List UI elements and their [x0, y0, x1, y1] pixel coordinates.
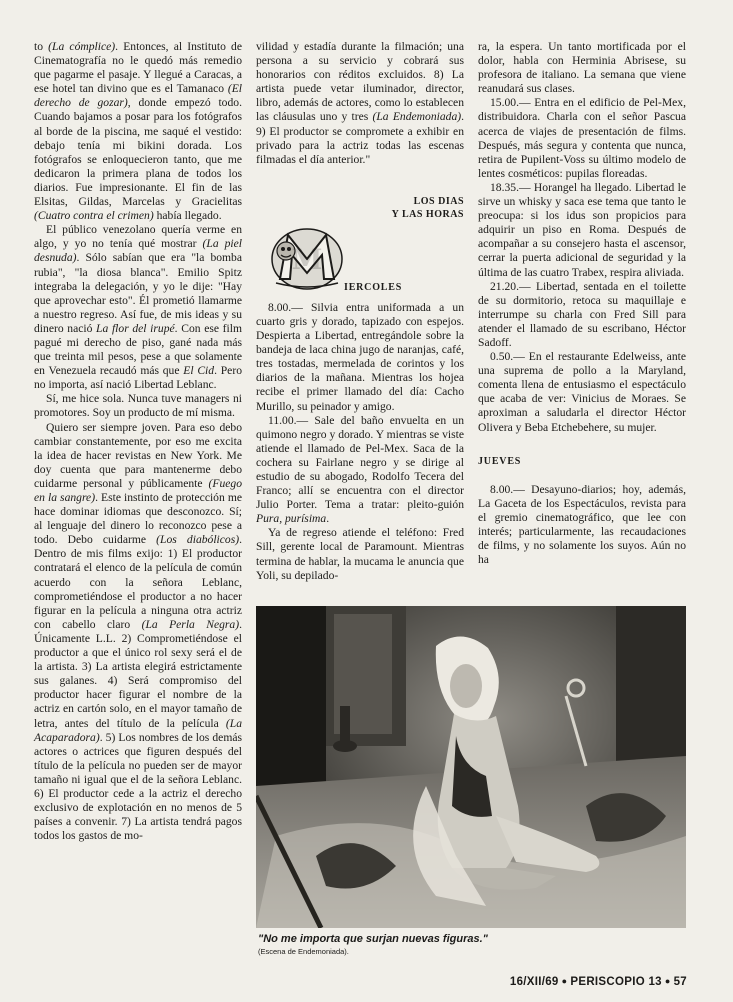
paragraph: Ya de regreso atiende el teléfono: Fred Sill, gerente local de Paramount. Mientras termina de hablar, la mucama le anuncia que Yoli, su depilado- [256, 526, 464, 582]
paragraph: 18.35.— Horangel ha llegado. Libertad le sirve un whisky y saca ese tema que tanto le preocupa: si los idus son propicios para adquirir un piso en Roma. Después de acompañar a su consejero hasta el ascensor, cerrar la puerta adicional de seguridad y la última de las cuatro Trabex, respira aliviada. [478, 180, 686, 279]
column-1 [34, 40, 242, 843]
film-scene-photo [256, 606, 686, 928]
photo-illustration [256, 606, 686, 928]
day-label-wednesday: IERCOLES [344, 281, 403, 293]
caption-quote: "No me importa que surjan nuevas figuras." [258, 933, 488, 945]
day-label-thursday: JUEVES [478, 455, 522, 467]
paragraph: Sí, me hice sola. Nunca tuve managers ni promotores. Soy un producto de mí misma. [34, 392, 242, 420]
section-header-line: LOS DIAS [413, 195, 464, 207]
photo-caption [258, 933, 688, 956]
column-3 [478, 40, 686, 567]
magazine-name: PERISCOPIO 13 [570, 976, 662, 988]
paragraph: ra, la espera. Un tanto mortificada por el dolor, habla con Herminia Abrisese, su profesora de italiano. La semana que viene reanudará sus clases. [478, 40, 686, 96]
paragraph: El público venezolano quería verme en algo, y yo no tenía qué mostrar (La piel desnuda). Sólo sabían que era "la bomba rubia", "la diosa blanca". Emilio Spitz integraba la delegación, y yo le dije: "Hay que aprovechar esto". Él prometió llamarme a nuestro regreso. Así fue, de mis ideas y su dinero nació La flor del irupé. Con ese film pagué mi derecho de piso, gané nada más que treinta mil pesos, pese a que solamente en Venezuela recaudó más que El Cid. Pero no importa, así nació Libertad Leblanc. [34, 223, 243, 392]
day-logo-row [256, 225, 464, 301]
paragraph: vilidad y estadía durante la filmación; una persona a su servicio y cobrará sus honorarios con réditos excluidos. 8) La artista puede vetar iluminador, director, libro, además de actores, como lo establecen las cláusulas uno y tres (La Endemoniada). 9) El productor se compromete a exhibir en privado para la actriz todas las escenas filmadas el día anterior." [256, 40, 465, 166]
column-2 [256, 40, 464, 583]
paragraph: 21.20.— Libertad, sentada en el toilette de su dormitorio, retoca su maquillaje e interrumpe su charla con Fred Sill para atender el llamado de su escribano, Héctor Sadoff. [478, 279, 686, 349]
section-header-line: Y LAS HORAS [391, 208, 464, 220]
svg-text:M: M [291, 242, 323, 276]
paragraph: 15.00.— Entra en el edificio de Pel-Mex, distribuidora. Charla con el señor Pascua acerca de viajes de presentación de films. Después, más segura y contenta que nunca, retira de Pupilent-Voss su último modelo de lentes cosméticos: pupilas floreadas. [478, 96, 686, 180]
paragraph: 0.50.— En el restaurante Edelweiss, ante una suprema de pollo a la Maryland, comenta llena de entusiasmo el espectáculo que acaba de ver: Vinicius de Moraes. Se aproximan a saludarla el director Héctor Olivera y Beba Etchebehere, su mujer. [478, 350, 686, 434]
bullet-icon: ● [561, 976, 568, 986]
paragraph: to (La cómplice). Entonces, al Instituto de Cinematografía no le quedó más remedio que pagarme el pasaje. Y llegué a Caracas, a ese hotel tan divino que es el Tamanaco (El derecho de gozar), donde empezó todo. Cuando bajamos a posar para los fotógrafos al borde de la piscina, me saqué el vestido: debajo tenía mi bikini dorada. Los fotógrafos se enloquecieron tanto, que me dedicaron la primera plana de todos los diarios. Fue impresionante. El fin de las Elsitas, Gildas, Marcelas y Gracielitas (Cuatro contra el crimen) había llegado. [34, 40, 242, 223]
paragraph: 11.00.— Sale del baño envuelta en un quimono negro y dorado. Y mientras se viste atiende el llamado de Pel-Mex. Saca de la cochera su Fairlane negro y se dirige al estudio de su abogado, Rodolfo Tecera del Franco; allí se encuentra con el director Julio Porter. Tema a tratar: pleito-guión Pura, purísima. [256, 413, 464, 526]
caption-credit: (Escena de Endemoniada). [258, 947, 349, 956]
paragraph: 8.00.— Desayuno-diarios; hoy, además, La Gaceta de los Espectáculos, revista para el gremio cinematográfico, que lee con interés; particularmente, las recaudaciones de films, y no solamente los suyos. Aún no ha [478, 482, 686, 567]
cartoon-m-logo-icon [270, 225, 344, 291]
bullet-icon: ● [664, 976, 671, 986]
paragraph: Quiero ser siempre joven. Para eso debo cambiar constantemente, por eso me excita la idea de hacer revistas en New York. Me doy cuenta que para mantenerme debo cuidarme personal y públicamente (Fuego en la sangre). Este instinto de protección me hace dominar idiomas que desconozco. Sí; al lenguaje del dinero lo reconozco pese a todo. Debo cuidarme (Los diabólicos). Dentro de mis films exijo: 1) El productor contratará el elenco de la película de común acuerdo con la señora Leblanc, comprometiéndose el productor a no hacer figurar en la película a ninguna otra actriz con cabello claro (La Perla Negra). Únicamente L.L. 2) Comprometiéndose el productor a que el único rol sexy será el de la artista. 3) La artista elegirá estrictamente sus galanes. 4) Será compromiso del productor hacer figurar el nombre de la actriz en cartón solo, en el mayor tamaño de letra, antes del título de la película (La Acaparadora). 5) Los nombres de los demás actores o actrices que figuren después del título de la película no pueden ser de mayor tamaño ni igual que el de la señora Leblanc. 6) El productor cede a la actriz el derecho exclusivo de explotación en no menos de 5 países a convenir. 7) La artista tendrá pagos todos los gastos de mo- [34, 420, 242, 843]
issue-date: 16/XII/69 [509, 976, 559, 988]
page-footer [510, 976, 687, 988]
section-header [256, 195, 464, 221]
paragraph: 8.00.— Silvia entra uniformada a un cuarto gris y dorado, tapizado con espejos. Despierta a Libertad, entregándole sobre la bandeja de laca china jugo de naranjas, café, tres tostadas, mermelada de corintos y los diarios de la mañana. Mientras los hojea recibe el primer llamado del día: Cacho Murillo, su peinador y amigo. [256, 300, 464, 413]
page-number: 57 [673, 976, 687, 988]
